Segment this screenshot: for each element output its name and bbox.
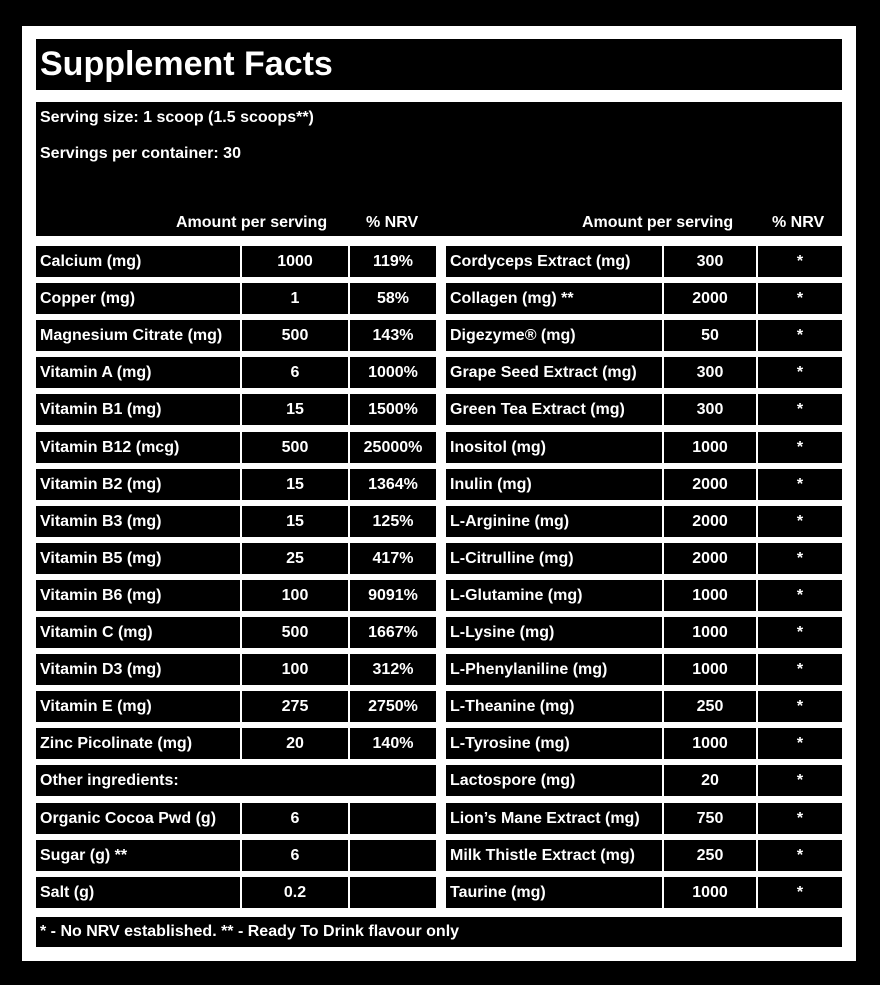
nutrient-nrv: 140% (350, 728, 436, 759)
nutrient-name: Zinc Picolinate (mg) (36, 728, 240, 759)
supplement-facts-panel (22, 26, 856, 961)
extract-nrv: * (758, 617, 842, 648)
nutrient-name: Vitamin B12 (mcg) (36, 432, 240, 463)
nutrient-amount: 500 (242, 617, 348, 648)
extract-nrv: * (758, 246, 842, 277)
extract-amount: 1000 (664, 432, 756, 463)
extract-nrv: * (758, 654, 842, 685)
extract-name: Collagen (mg) ** (446, 283, 662, 314)
extract-nrv: * (758, 283, 842, 314)
extract-nrv: * (758, 394, 842, 425)
ingredient-nrv-empty (350, 840, 436, 871)
extract-name: Lion’s Mane Extract (mg) (446, 803, 662, 834)
nutrient-nrv: 1364% (350, 469, 436, 500)
extract-amount: 1000 (664, 580, 756, 611)
nutrient-name: Vitamin D3 (mg) (36, 654, 240, 685)
nutrient-name: Magnesium Citrate (mg) (36, 320, 240, 351)
footnote: * - No NRV established. ** - Ready To Drink flavour only (36, 917, 842, 947)
ingredient-nrv-empty (350, 803, 436, 834)
extract-name: L-Arginine (mg) (446, 506, 662, 537)
extract-amount: 300 (664, 394, 756, 425)
extract-nrv: * (758, 506, 842, 537)
extract-amount: 1000 (664, 728, 756, 759)
extract-name: Cordyceps Extract (mg) (446, 246, 662, 277)
nutrient-name: Copper (mg) (36, 283, 240, 314)
servings-per-container: Servings per container: 30 (40, 145, 241, 162)
nutrient-nrv: 125% (350, 506, 436, 537)
left-amount-header: Amount per serving (176, 214, 328, 231)
extract-amount: 50 (664, 320, 756, 351)
extract-nrv: * (758, 580, 842, 611)
extract-nrv: * (758, 543, 842, 574)
nutrient-amount: 20 (242, 728, 348, 759)
right-nrv-header: % NRV (772, 214, 825, 231)
extract-nrv: * (758, 691, 842, 722)
extract-name: L-Theanine (mg) (446, 691, 662, 722)
nutrient-nrv: 9091% (350, 580, 436, 611)
nutrient-amount: 6 (242, 357, 348, 388)
nutrient-nrv: 119% (350, 246, 436, 277)
ingredient-name: Organic Cocoa Pwd (g) (36, 803, 240, 834)
extract-nrv: * (758, 803, 842, 834)
extract-amount: 1000 (664, 617, 756, 648)
extract-name: Taurine (mg) (446, 877, 662, 908)
extract-name: Milk Thistle Extract (mg) (446, 840, 662, 871)
extract-amount: 2000 (664, 506, 756, 537)
extract-amount: 750 (664, 803, 756, 834)
left-nrv-header: % NRV (366, 214, 419, 231)
nutrient-amount: 15 (242, 394, 348, 425)
extract-nrv: * (758, 840, 842, 871)
extract-amount: 1000 (664, 877, 756, 908)
extract-name: Digezyme® (mg) (446, 320, 662, 351)
extract-amount: 250 (664, 840, 756, 871)
nutrient-amount: 25 (242, 543, 348, 574)
extract-nrv: * (758, 320, 842, 351)
serving-size: Serving size: 1 scoop (1.5 scoops**) (40, 109, 314, 126)
nutrient-name: Calcium (mg) (36, 246, 240, 277)
extract-name: Inositol (mg) (446, 432, 662, 463)
extract-name: Inulin (mg) (446, 469, 662, 500)
extract-nrv: * (758, 765, 842, 796)
nutrient-amount: 500 (242, 320, 348, 351)
nutrient-amount: 1 (242, 283, 348, 314)
other-ingredients-label: Other ingredients: (36, 765, 436, 796)
extract-name: Green Tea Extract (mg) (446, 394, 662, 425)
extract-name: L-Tyrosine (mg) (446, 728, 662, 759)
nutrient-name: Vitamin B6 (mg) (36, 580, 240, 611)
nutrient-nrv: 1500% (350, 394, 436, 425)
right-amount-header: Amount per serving (582, 214, 734, 231)
extract-amount: 1000 (664, 654, 756, 685)
extract-nrv: * (758, 469, 842, 500)
nutrient-amount: 1000 (242, 246, 348, 277)
extract-name: L-Lysine (mg) (446, 617, 662, 648)
extract-amount: 300 (664, 357, 756, 388)
ingredient-name: Sugar (g) ** (36, 840, 240, 871)
serving-info (36, 102, 842, 236)
extract-nrv: * (758, 728, 842, 759)
extract-amount: 250 (664, 691, 756, 722)
nutrient-nrv: 58% (350, 283, 436, 314)
ingredient-nrv-empty (350, 877, 436, 908)
extract-name: L-Phenylaniline (mg) (446, 654, 662, 685)
extract-amount: 2000 (664, 543, 756, 574)
nutrient-name: Vitamin B5 (mg) (36, 543, 240, 574)
extract-name: Grape Seed Extract (mg) (446, 357, 662, 388)
nutrient-amount: 15 (242, 506, 348, 537)
extract-amount: 2000 (664, 283, 756, 314)
ingredient-amount: 6 (242, 803, 348, 834)
extract-amount: 20 (664, 765, 756, 796)
nutrient-nrv: 417% (350, 543, 436, 574)
nutrient-amount: 500 (242, 432, 348, 463)
extract-nrv: * (758, 357, 842, 388)
extract-amount: 300 (664, 246, 756, 277)
nutrient-name: Vitamin B2 (mg) (36, 469, 240, 500)
extract-nrv: * (758, 432, 842, 463)
nutrient-nrv: 25000% (350, 432, 436, 463)
nutrient-amount: 100 (242, 654, 348, 685)
nutrient-nrv: 1000% (350, 357, 436, 388)
nutrient-name: Vitamin A (mg) (36, 357, 240, 388)
ingredient-amount: 0.2 (242, 877, 348, 908)
nutrient-nrv: 1667% (350, 617, 436, 648)
extract-name: L-Glutamine (mg) (446, 580, 662, 611)
nutrient-nrv: 143% (350, 320, 436, 351)
extract-name: L-Citrulline (mg) (446, 543, 662, 574)
nutrient-name: Vitamin C (mg) (36, 617, 240, 648)
ingredient-amount: 6 (242, 840, 348, 871)
nutrient-nrv: 2750% (350, 691, 436, 722)
nutrient-amount: 275 (242, 691, 348, 722)
nutrient-nrv: 312% (350, 654, 436, 685)
nutrient-name: Vitamin B3 (mg) (36, 506, 240, 537)
nutrient-name: Vitamin B1 (mg) (36, 394, 240, 425)
nutrient-name: Vitamin E (mg) (36, 691, 240, 722)
nutrient-amount: 100 (242, 580, 348, 611)
extract-amount: 2000 (664, 469, 756, 500)
ingredient-name: Salt (g) (36, 877, 240, 908)
extract-nrv: * (758, 877, 842, 908)
extract-name: Lactospore (mg) (446, 765, 662, 796)
nutrient-amount: 15 (242, 469, 348, 500)
page-title: Supplement Facts (36, 39, 842, 90)
